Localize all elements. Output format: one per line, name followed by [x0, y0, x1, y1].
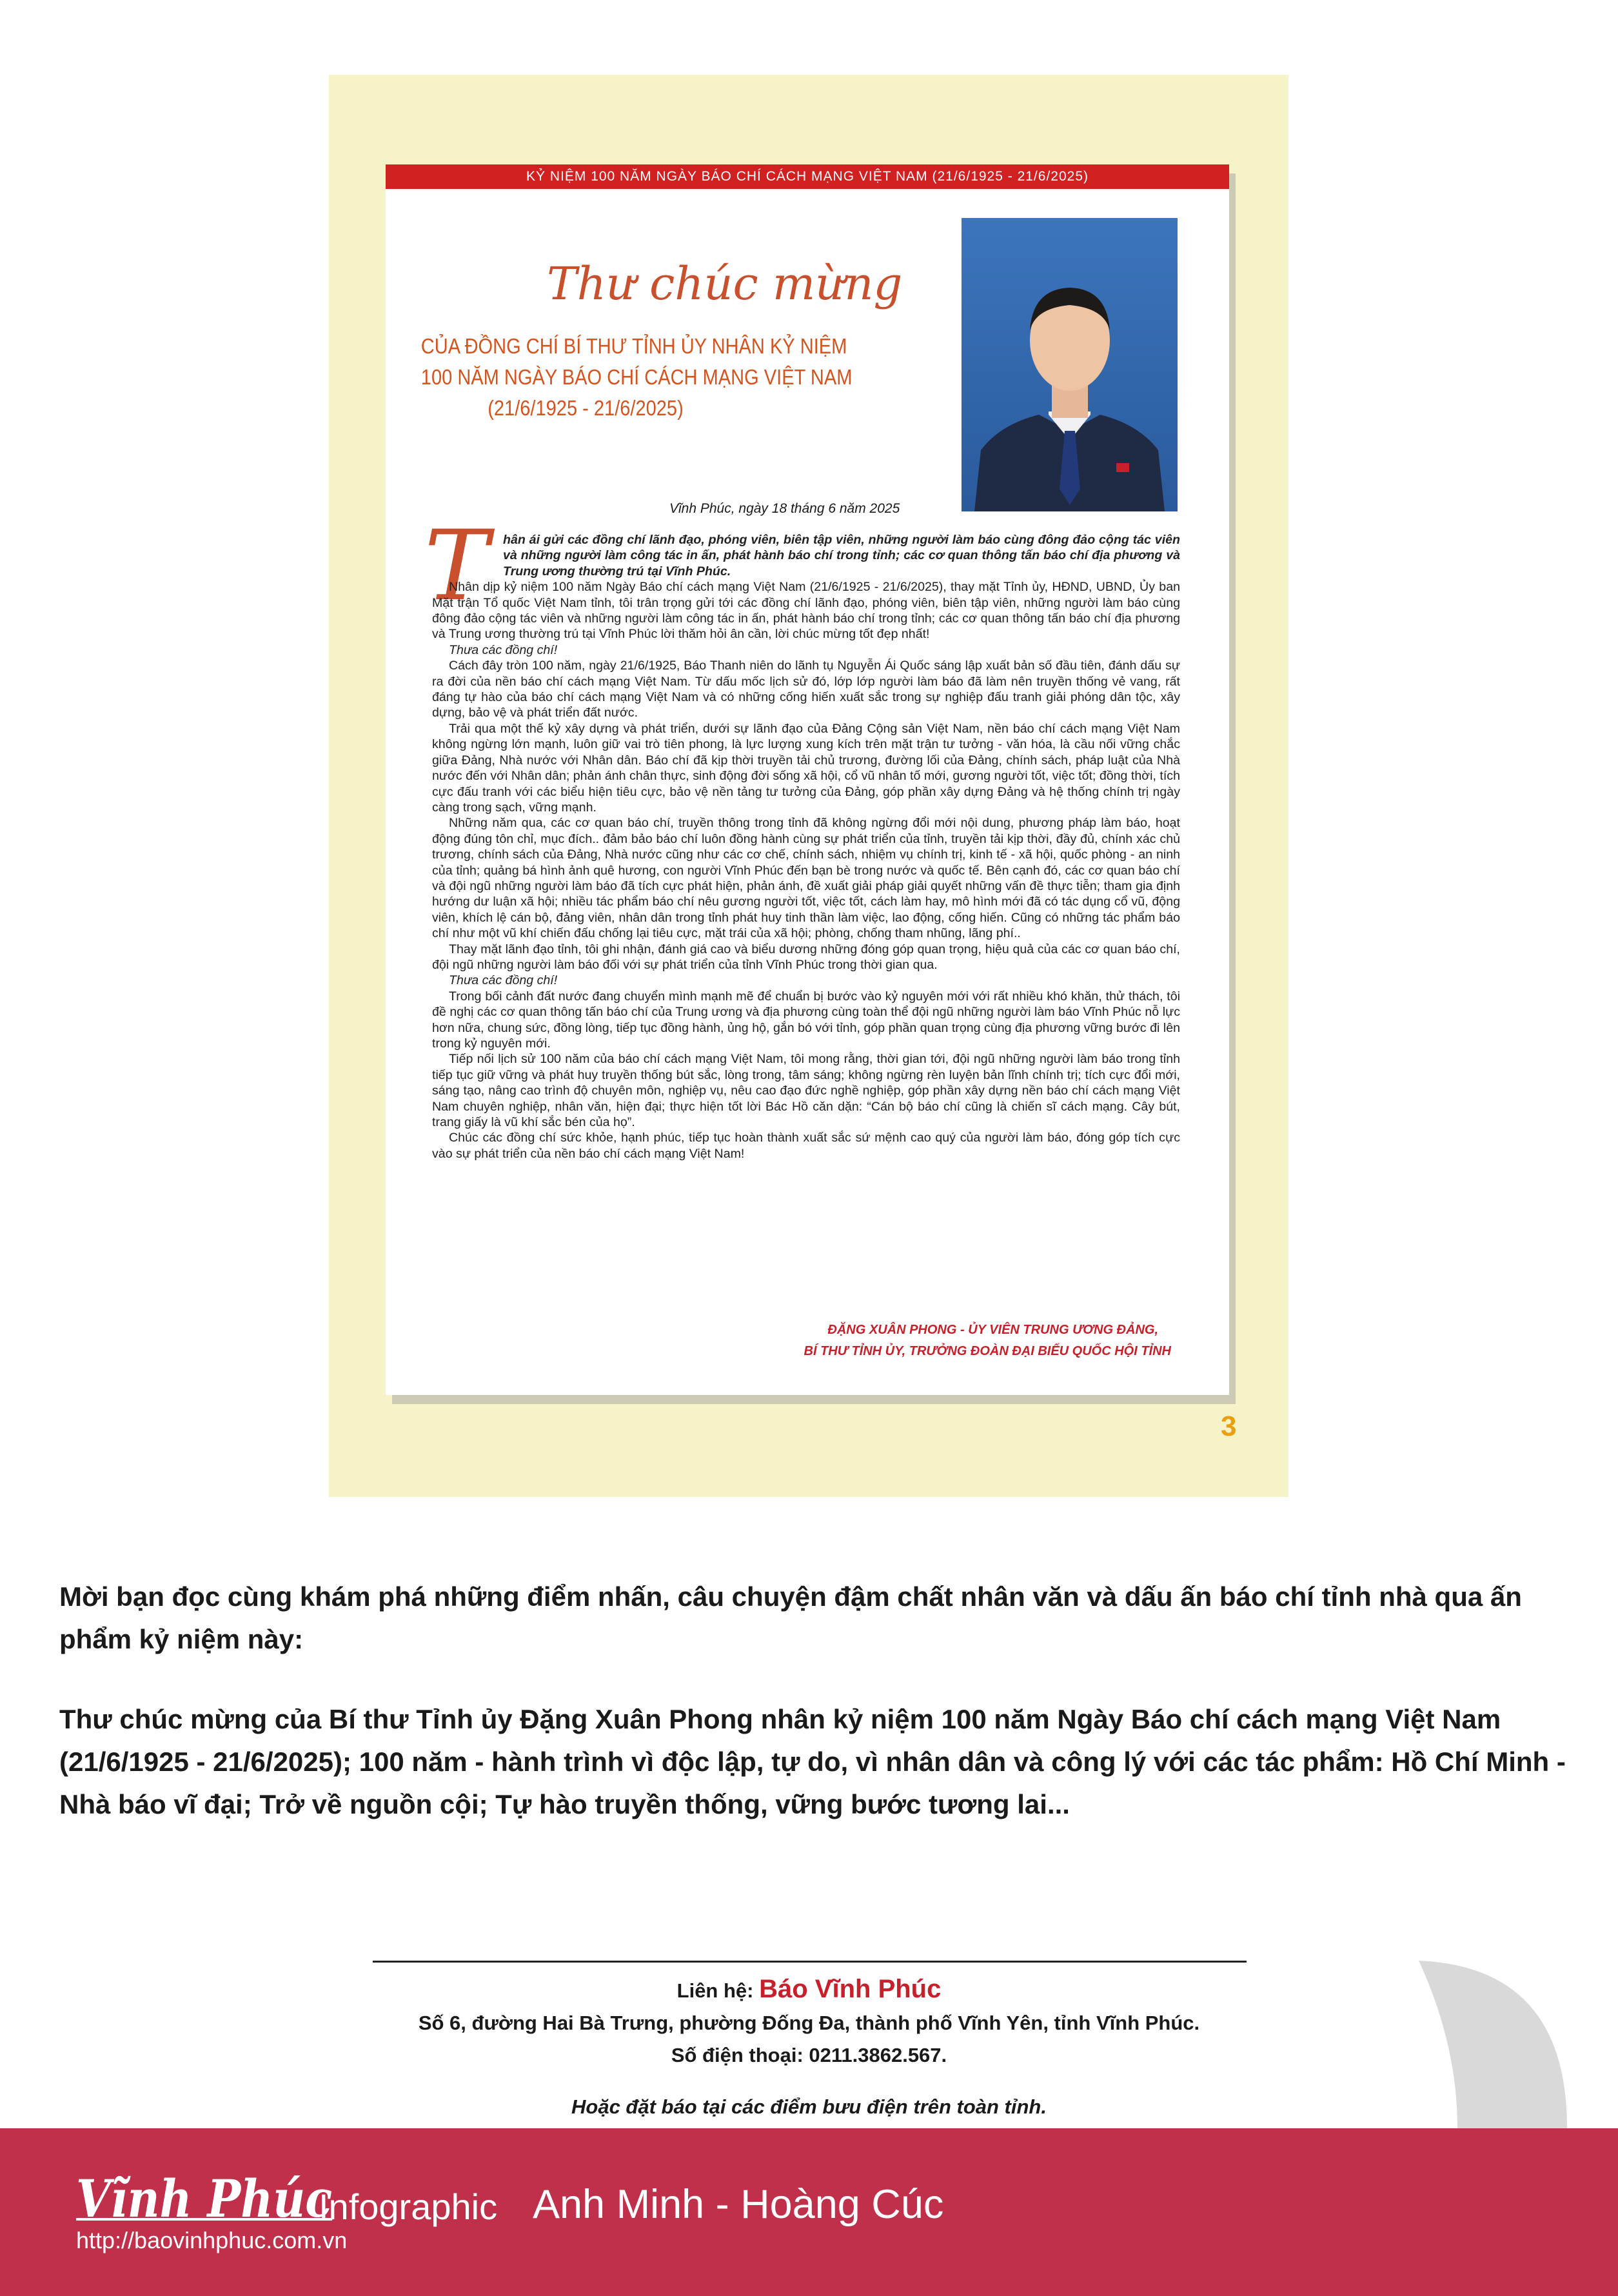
letter-paragraph: Những năm qua, các cơ quan báo chí, truyền thông trong tỉnh đã không ngừng đổi mới nội dung, phương pháp làm báo, hoạt động đúng tôn chỉ, mục đích.. đảm bảo báo chí luôn đồng hành cùng sự phát triển của tỉnh, truyền tải kịp thời, đầy đủ, chính xác chủ trương, chính sách của Đảng, Nhà nước cũng như các cơ chế, chính sách, nhiệm vụ chính trị, kinh tế - xã hội, quốc phòng - an ninh của tỉnh; quảng bá hình ảnh quê hương, con người Vĩnh Phúc đến bạn bè trong nước và quốc tế. Bên cạnh đó, các cơ quan báo chí và đội ngũ những người làm báo đã tích cực phát hiện, phản ánh, đề xuất giải pháp giải quyết những vấn đề thực tiễn; tham gia định hướng dư luận xã hội; nhiều tác phẩm báo chí nêu gương người tốt, việc tốt, cách làm hay, mô hình mới đã có tác dụng cổ vũ, động viên, khích lệ cán bộ, đảng viên, nhân dân trong tỉnh phát huy tinh thần làm việc, lao động, cống hiến. Cũng có những tác phẩm báo chí như một vũ khí chiến đấu chống lại tiêu cực, mặt trái của xã hội; phòng, chống tham nhũng, lãng phí.. [432, 816, 1180, 941]
authors: Anh Minh - Hoàng Cúc [533, 2182, 944, 2227]
signature-line-1: ĐẶNG XUÂN PHONG - ỦY VIÊN TRUNG ƯƠNG ĐẢNG, [827, 1323, 1158, 1337]
subtitle-line-3: (21/6/1925 - 21/6/2025) [488, 396, 684, 420]
letter-greeting: Thưa các đồng chí! [449, 642, 558, 657]
letter-paragraph: Thay mặt lãnh đạo tỉnh, tôi ghi nhận, đánh giá cao và biểu dương những đóng góp quan trọng, hiệu quả của các cơ quan báo chí, đội ngũ những người làm báo đối với sự phát triển của tỉnh Vĩnh Phúc trong thời gian qua. [432, 942, 1180, 972]
contact-label: Liên hệ: [676, 1979, 754, 2002]
subtitle-line-1: CỦA ĐỒNG CHÍ BÍ THƯ TỈNH ỦY NHÂN KỶ NIỆM [420, 334, 847, 358]
script-title: Thư chúc mừng [547, 257, 903, 310]
divider [373, 1961, 1247, 1963]
drop-cap: T [424, 510, 489, 622]
letter-paragraph: Nhân dịp kỷ niệm 100 năm Ngày Báo chí cách mạng Việt Nam (21/6/1925 - 21/6/2025), thay mặt Tỉnh ủy, HĐND, UBND, Ủy ban Mặt trận Tổ quốc Việt Nam tỉnh, tôi trân trọng gửi tới các đồng chí lãnh đạo, phóng viên, biên tập viên, những người làm báo cùng đông đảo cộng tác viên và những người làm công tác in ấn, phát hành báo chí trong tỉnh; các cơ quan thông tấn báo chí địa phương và Trung ương thường trú tại Vĩnh Phúc lời thăm hỏi ân cần, lời chúc mừng tốt đẹp nhất! [432, 580, 1180, 642]
contact-phone: Số điện thoại: 0211.3862.567. [671, 2044, 947, 2066]
vinh-phuc-logo: Vĩnh Phúc [76, 2168, 333, 2229]
letter-paragraph: Cách đây tròn 100 năm, ngày 21/6/1925, Báo Thanh niên do lãnh tụ Nguyễn Ái Quốc sáng lập xuất bản số đầu tiên, đánh dấu sự ra đời của nền báo chí cách mạng Việt Nam. Từ dấu mốc lịch sử đó, lớp lớp người làm báo đã làm nên truyền thống vẻ vang, rất đáng tự hào của báo chí cách mạng Việt Nam và có những cống hiến xuất sắc trong sự nghiệp đấu tranh giải phóng dân tộc, xây dựng, bảo vệ và phát triển đất nước. [432, 658, 1180, 720]
signature-line-2: BÍ THƯ TỈNH ỦY, TRƯỞNG ĐOÀN ĐẠI BIỂU QUỐC HỘI TỈNH [804, 1344, 1171, 1358]
anniversary-banner: KỶ NIỆM 100 NĂM NGÀY BÁO CHÍ CÁCH MẠNG VIỆT NAM (21/6/1925 - 21/6/2025) [386, 164, 1229, 189]
website-link[interactable]: http://baovinhphuc.com.vn [76, 2227, 348, 2253]
contact-address: Số 6, đường Hai Bà Trưng, phường Đống Đa, thành phố Vĩnh Yên, tỉnh Vĩnh Phúc. [418, 2012, 1200, 2034]
letter-paragraph: Tiếp nối lịch sử 100 năm của báo chí cách mạng Việt Nam, tôi mong rằng, thời gian tới, đội ngũ những người làm báo trong tỉnh tiếp tục giữ vững và phát huy truyền thống bút sắc, lòng trong, tâm sáng; không ngừng rèn luyện bản lĩnh chính trị; tích cực đổi mới, sáng tạo, nâng cao trình độ chuyên môn, nghiệp vụ, nêu cao đạo đức nghề nghiệp, góp phần xây dựng nền báo chí cách mạng Việt Nam chuyên nghiệp, nhân văn, hiện đại; thực hiện tốt lời Bác Hồ căn dặn: “Cán bộ báo chí cũng là chiến sĩ cách mạng. Cây bút, trang giấy là vũ khí sắc bén của họ”. [432, 1052, 1180, 1130]
letter-intro: hân ái gửi các đồng chí lãnh đạo, phóng viên, biên tập viên, những người làm báo cùng đông đảo cộng tác viên và những người làm công tác in ấn, phát hành báo chí trong tỉnh; các cơ quan thông tấn báo chí địa phương và Trung ương thường trú tại Vĩnh Phúc. [503, 533, 1180, 579]
contact-line [0, 1975, 1618, 2005]
contact-brand: Báo Vĩnh Phúc [759, 1975, 942, 2003]
description-intro: Mời bạn đọc cùng khám phá những điểm nhấn, câu chuyện đậm chất nhân văn và dấu ấn báo chí tỉnh nhà qua ấn phẩm kỷ niệm này: [59, 1581, 1522, 1654]
letter-greeting: Thưa các đồng chí! [449, 973, 558, 988]
letter-body [432, 532, 1180, 1162]
subtitle-line-2: 100 NĂM NGÀY BÁO CHÍ CÁCH MẠNG VIỆT NAM [420, 365, 853, 389]
infographic-label: Infographic [319, 2186, 498, 2227]
description-contents: Thư chúc mừng của Bí thư Tỉnh ủy Đặng Xuân Phong nhân kỷ niệm 100 năm Ngày Báo chí cách mạng Việt Nam (21/6/1925 - 21/6/2025); 100 năm - hành trình vì độc lập, tự do, vì nhân dân và công lý với các tác phẩm: Hồ Chí Minh - Nhà báo vĩ đại; Trở về nguồn cội; Tự hào truyền thống, vững bước tương lai... [59, 1704, 1566, 1819]
magazine-page [386, 164, 1229, 1395]
letter-paragraph: Trải qua một thế kỷ xây dựng và phát triển, dưới sự lãnh đạo của Đảng Cộng sản Việt Nam, nền báo chí cách mạng Việt Nam không ngừng lớn mạnh, luôn giữ vai trò tiên phong, là lực lượng xung kích trên mặt trận tư tưởng - văn hóa, là cầu nối vững chắc giữa Đảng, Nhà nước với Nhân dân. Báo chí đã kịp thời truyền tải chủ trương, đường lối của Đảng, chính sách, pháp luật của Nhà nước đến với Nhân dân; phản ánh chân thực, sinh động đời sống xã hội, cổ vũ nhân tố mới, gương người tốt, việc tốt; đồng thời, tích cực đấu tranh với các biểu hiện tiêu cực, bảo vệ nền tảng tư tưởng của Đảng, góp phần xây dựng Đảng và hệ thống chính trị ngày càng trong sạch, vững mạnh. [432, 721, 1180, 815]
page-number: 3 [1221, 1410, 1237, 1442]
letter-date: Vĩnh Phúc, ngày 18 tháng 6 năm 2025 [669, 501, 900, 516]
portrait-photo [962, 218, 1178, 511]
contact-note: Hoặc đặt báo tại các điểm bưu điện trên toàn tỉnh. [571, 2095, 1047, 2118]
letter-paragraph: Chúc các đồng chí sức khỏe, hạnh phúc, tiếp tục hoàn thành xuất sắc sứ mệnh cao quý của người làm báo, đóng góp tích cực vào sự phát triển của nền báo chí cách mạng Việt Nam! [432, 1131, 1180, 1161]
letter-paragraph: Trong bối cảnh đất nước đang chuyển mình mạnh mẽ để chuẩn bị bước vào kỷ nguyên mới với rất nhiều khó khăn, thử thách, tôi đề nghị các cơ quan thông tấn báo chí của Trung ương và địa phương cùng toàn thể đội ngũ những người làm báo Vĩnh Phúc nỗ lực hơn nữa, chung sức, đồng lòng, tiếp tục đồng hành, ủng hộ, gắn bó với tỉnh, góp phần quan trọng cùng địa phương vững bước đi lên trong kỷ nguyên mới. [432, 989, 1180, 1051]
